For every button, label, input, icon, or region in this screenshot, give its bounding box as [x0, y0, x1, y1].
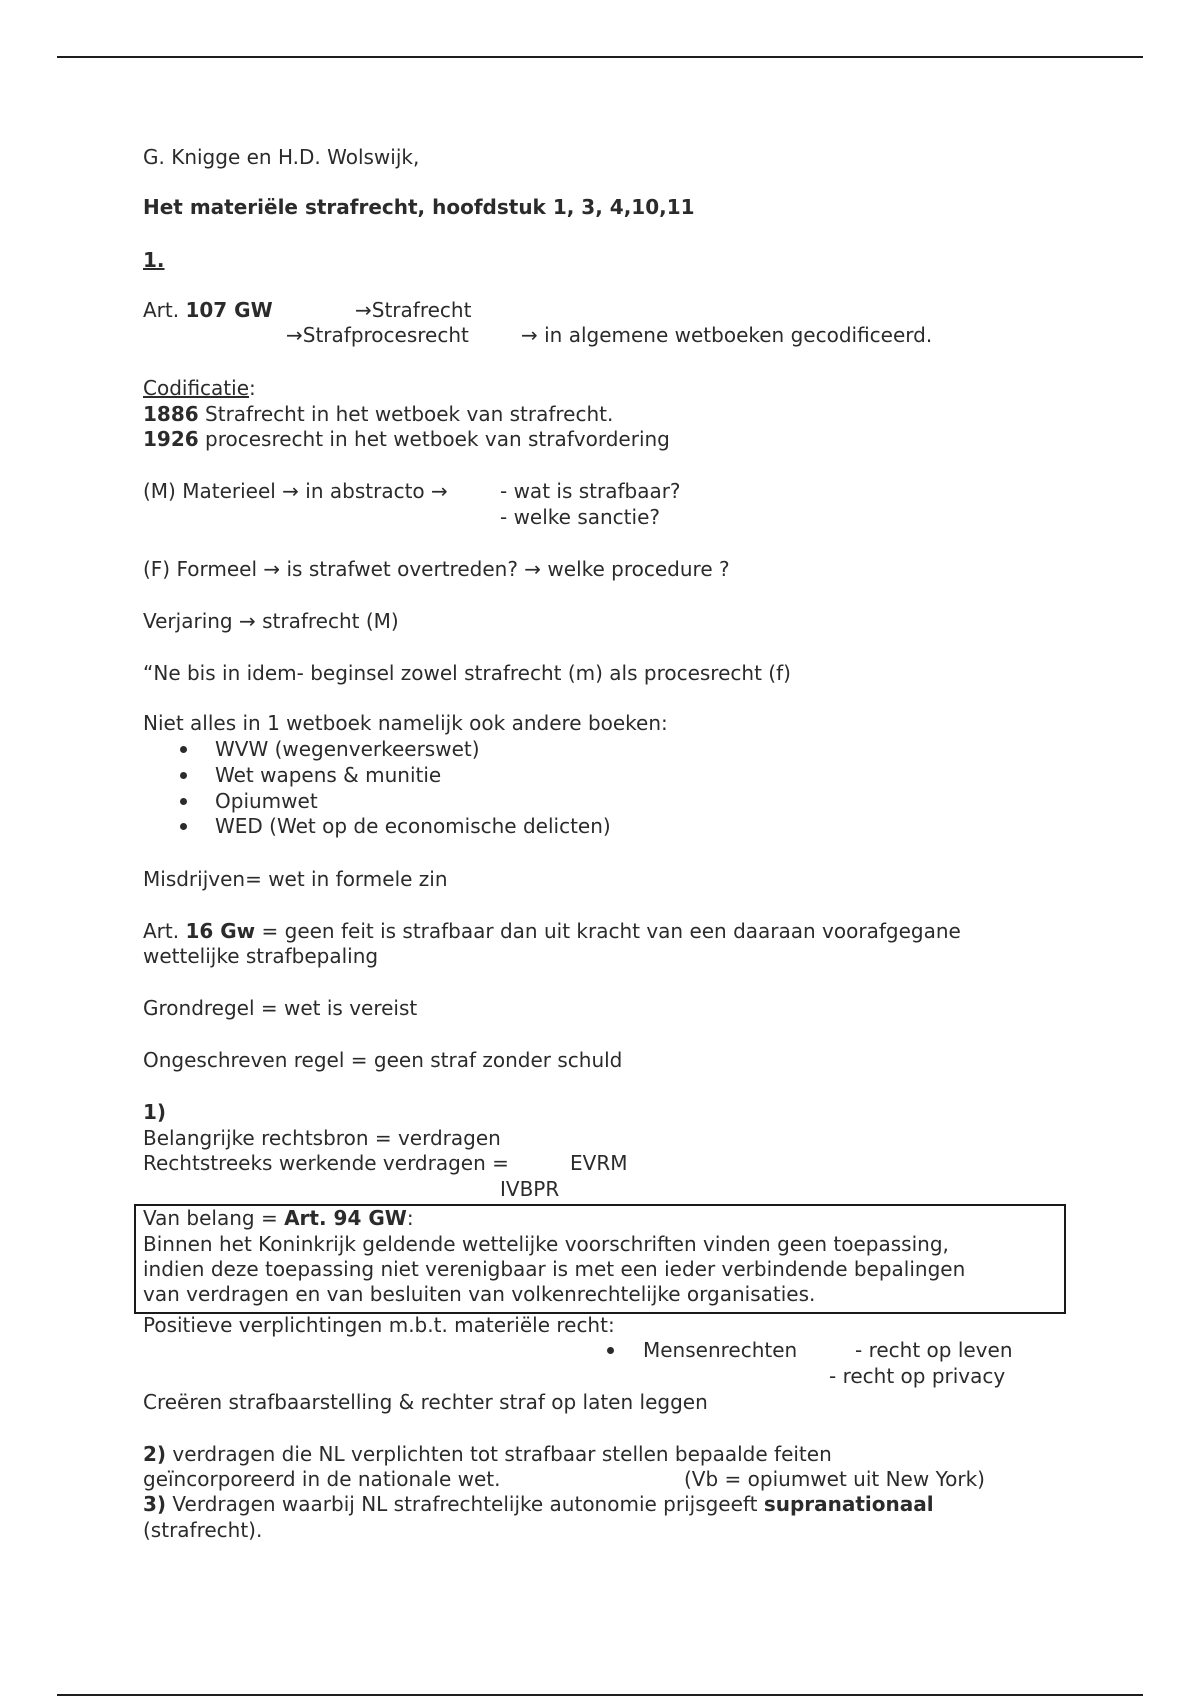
point-2-line [143, 1442, 832, 1466]
point-3-label: 3) [143, 1492, 167, 1516]
ne-bis-in-idem-line: “Ne bis in idem- beginsel zowel strafrecht (m) als procesrecht (f) [143, 661, 791, 685]
codificatie-1886 [143, 402, 613, 426]
list-item-text: WVW (wegenverkeerswet) [215, 737, 480, 761]
list-item [607, 1338, 614, 1362]
point-2-label: 2) [143, 1442, 167, 1466]
art107-line [143, 298, 273, 322]
art16-text: = geen feit is strafbaar dan uit kracht van een daaraan voorafgegane [255, 919, 961, 943]
point-2-line-2: geïncorporeerd in de nationale wet. [143, 1467, 501, 1491]
grondregel-line: Grondregel = wet is vereist [143, 996, 418, 1020]
arrow-strafprocesrecht: →Strafprocesrecht [286, 323, 469, 347]
art94-heading [143, 1206, 414, 1230]
art-prefix: Art. [143, 298, 186, 322]
bullet-icon [180, 823, 187, 830]
recht-op-leven: - recht op leven [855, 1338, 1013, 1362]
verjaring-line: Verjaring → strafrecht (M) [143, 609, 399, 633]
document-title: Het materiële strafrecht, hoofdstuk 1, 3, 4,10,11 [143, 195, 695, 219]
header-rule [57, 56, 1143, 58]
ongeschreven-line: Ongeschreven regel = geen straf zonder schuld [143, 1048, 623, 1072]
art16-line-2: wettelijke strafbepaling [143, 944, 379, 968]
point-3-bold: supranationaal [763, 1492, 934, 1516]
art94-prefix: Van belang = [143, 1206, 285, 1230]
art94-line-2: indien deze toepassing niet verenigbaar is met een ieder verbindende bepalingen [143, 1257, 966, 1281]
list-item [180, 737, 187, 761]
list-item-text: Opiumwet [215, 789, 318, 813]
bullet-icon [180, 772, 187, 779]
misdrijven-line: Misdrijven= wet in formele zin [143, 867, 448, 891]
arrow-strafrecht: →Strafrecht [355, 298, 472, 322]
point-1-line-1: Belangrijke rechtsbron = verdragen [143, 1126, 501, 1150]
materieel-question-1: - wat is strafbaar? [500, 479, 681, 503]
point-1-label: 1) [143, 1100, 167, 1124]
evrm-label: EVRM [570, 1151, 628, 1175]
recht-op-privacy: - recht op privacy [829, 1364, 1006, 1388]
art16-line [143, 919, 961, 943]
list-item [180, 789, 187, 813]
section-heading-1: 1. [143, 248, 165, 272]
text-1926: procesrecht in het wetboek van strafvordering [198, 427, 670, 451]
bullet-icon [607, 1347, 614, 1354]
art94-line-3: van verdragen en van besluiten van volkenrechtelijke organisaties. [143, 1282, 816, 1306]
materieel-line: (M) Materieel → in abstracto → [143, 479, 448, 503]
codificatie-heading [143, 376, 256, 400]
materieel-question-2: - welke sanctie? [500, 505, 660, 529]
text-1886: Strafrecht in het wetboek van strafrecht. [198, 402, 614, 426]
list-item-text: WED (Wet op de economische delicten) [215, 814, 611, 838]
art94-ref: Art. 94 GW [284, 1206, 407, 1230]
list-item-text: Wet wapens & munitie [215, 763, 442, 787]
art94-colon: : [406, 1206, 414, 1230]
point-3-text: Verdragen waarbij NL strafrechtelijke autonomie prijsgeeft [166, 1492, 764, 1516]
footer-rule [57, 1694, 1143, 1696]
point-3-line [143, 1492, 934, 1516]
positieve-line: Positieve verplichtingen m.b.t. materiële recht: [143, 1313, 615, 1337]
ivbpr-label: IVBPR [500, 1177, 560, 1201]
creeren-line: Creëren strafbaarstelling & rechter straf op laten leggen [143, 1390, 708, 1414]
art-ref: 107 GW [185, 298, 273, 322]
art16-ref: 16 Gw [185, 919, 256, 943]
art16-prefix: Art. [143, 919, 186, 943]
point-2-text: verdragen die NL verplichten tot strafbaar stellen bepaalde feiten [166, 1442, 832, 1466]
year-1926: 1926 [143, 427, 199, 451]
codificatie-label: Codificatie [143, 376, 250, 400]
point-2-example: (Vb = opiumwet uit New York) [684, 1467, 985, 1491]
formeel-line: (F) Formeel → is strafwet overtreden? → welke procedure ? [143, 557, 730, 581]
art94-line-1: Binnen het Koninkrijk geldende wettelijke voorschriften vinden geen toepassing, [143, 1232, 949, 1256]
arrow-gecodificeerd: → in algemene wetboeken gecodificeerd. [521, 323, 933, 347]
mensenrechten-label: Mensenrechten [643, 1338, 798, 1362]
list-item [180, 814, 187, 838]
bullet-icon [180, 746, 187, 753]
point-3-line-2: (strafrecht). [143, 1518, 263, 1542]
year-1886: 1886 [143, 402, 199, 426]
niet-alles-line: Niet alles in 1 wetboek namelijk ook andere boeken: [143, 711, 668, 735]
author-line: G. Knigge en H.D. Wolswijk, [143, 145, 420, 169]
bullet-icon [180, 798, 187, 805]
codificatie-1926 [143, 427, 670, 451]
list-item [180, 763, 187, 787]
point-1-line-2: Rechtstreeks werkende verdragen = [143, 1151, 509, 1175]
codificatie-colon: : [249, 376, 256, 400]
